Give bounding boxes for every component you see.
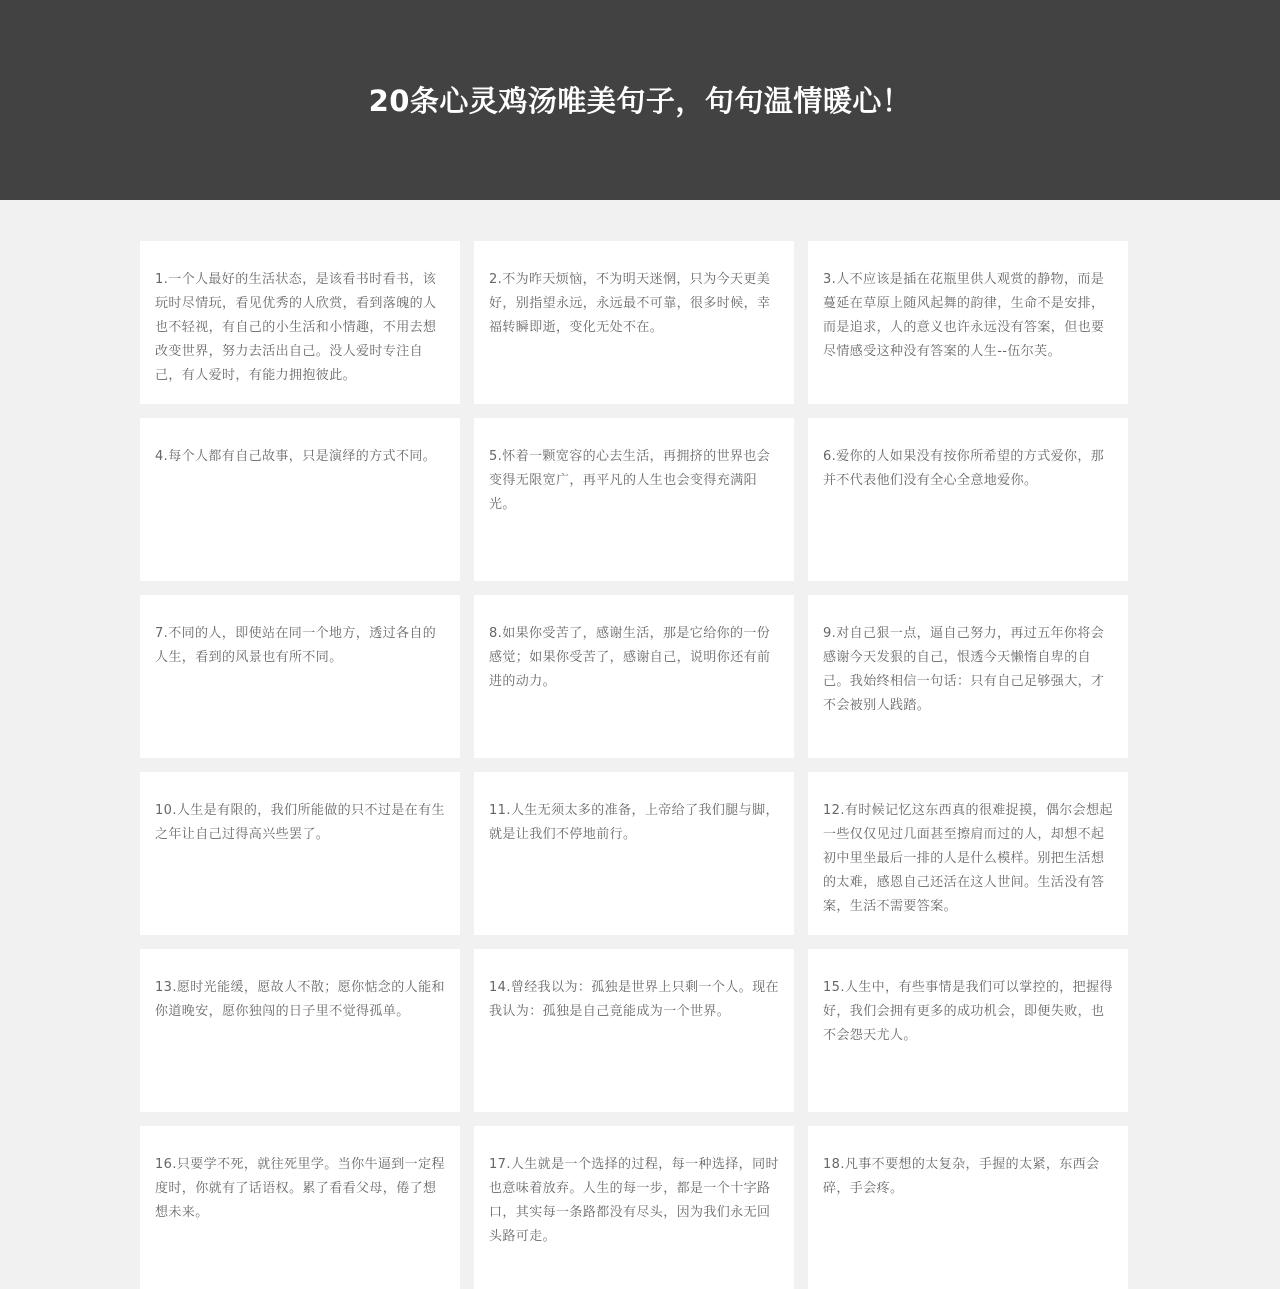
quote-card [474, 595, 794, 758]
quote-text: 11.人生无须太多的准备，上帝给了我们腿与脚，就是让我们不停地前行。 [489, 803, 779, 842]
quote-card [140, 418, 460, 581]
quote-text: 17.人生就是一个选择的过程，每一种选择，同时也意味着放弃。人生的每一步，都是一个十字路口，其实每一条路都没有尽头，因为我们永无回头路可走。 [489, 1157, 779, 1244]
quote-text: 13.愿时光能缓，愿故人不散；愿你惦念的人能和你道晚安，愿你独闯的日子里不觉得孤单。 [155, 980, 445, 1019]
quote-card [474, 418, 794, 581]
quote-card [808, 595, 1128, 758]
quote-grid [140, 241, 1128, 1289]
quote-text: 16.只要学不死，就往死里学。当你牛逼到一定程度时，你就有了话语权。累了看看父母，倦了想想未来。 [155, 1157, 445, 1220]
quote-text: 2.不为昨天烦恼，不为明天迷惘，只为今天更美好，别指望永远，永远最不可靠，很多时候，幸福转瞬即逝，变化无处不在。 [489, 272, 771, 335]
quote-card [140, 772, 460, 935]
quote-text: 1.一个人最好的生活状态，是该看书时看书，该玩时尽情玩，看见优秀的人欣赏，看到落魄的人也不轻视，有自己的小生活和小情趣，不用去想改变世界，努力去活出自己。没人爱时专注自己，有人爱时，有能力拥抱彼此。 [155, 272, 437, 383]
quote-text: 6.爱你的人如果没有按你所希望的方式爱你，那并不代表他们没有全心全意地爱你。 [823, 449, 1105, 488]
quote-card [808, 772, 1128, 935]
quote-text: 3.人不应该是插在花瓶里供人观赏的静物，而是蔓延在草原上随风起舞的韵律，生命不是安排，而是追求，人的意义也许永远没有答案，但也要尽情感受这种没有答案的人生--伍尔芙。 [823, 272, 1105, 359]
quote-card [474, 949, 794, 1112]
quote-text: 8.如果你受苦了，感谢生活，那是它给你的一份感觉；如果你受苦了，感谢自己，说明你还有前进的动力。 [489, 626, 771, 689]
page-header [0, 0, 1280, 200]
page-title: 20条心灵鸡汤唯美句子，句句温情暖心！ [368, 83, 912, 118]
quote-card [474, 1126, 794, 1289]
quote-card [808, 418, 1128, 581]
quote-text: 15.人生中，有些事情是我们可以掌控的，把握得好，我们会拥有更多的成功机会，即便失败，也不会怨天尤人。 [823, 980, 1113, 1043]
quote-text: 7.不同的人，即使站在同一个地方，透过各自的人生，看到的风景也有所不同。 [155, 626, 437, 665]
quote-card [140, 949, 460, 1112]
quote-card [140, 595, 460, 758]
quote-text: 12.有时候记忆这东西真的很难捉摸，偶尔会想起一些仅仅见过几面甚至擦肩而过的人，却想不起初中里坐最后一排的人是什么模样。别把生活想的太难，感恩自己还活在这人世间。生活没有答案，生活不需要答案。 [823, 803, 1113, 914]
quote-text: 4.每个人都有自己故事，只是演绎的方式不同。 [155, 449, 437, 464]
quote-card [140, 1126, 460, 1289]
quote-text: 18.凡事不要想的太复杂，手握的太紧，东西会碎，手会疼。 [823, 1157, 1100, 1196]
quote-card [140, 241, 460, 404]
quote-card [474, 241, 794, 404]
quote-card [474, 772, 794, 935]
quote-text: 5.怀着一颗宽容的心去生活，再拥挤的世界也会变得无限宽广，再平凡的人生也会变得充满阳光。 [489, 449, 771, 512]
quote-text: 9.对自己狠一点，逼自己努力，再过五年你将会感谢今天发狠的自己，恨透今天懒惰自卑的自己。我始终相信一句话：只有自己足够强大，才不会被别人践踏。 [823, 626, 1105, 713]
quote-card [808, 949, 1128, 1112]
quote-text: 14.曾经我以为：孤独是世界上只剩一个人。现在我认为：孤独是自己竟能成为一个世界。 [489, 980, 779, 1019]
quote-text: 10.人生是有限的，我们所能做的只不过是在有生之年让自己过得高兴些罢了。 [155, 803, 445, 842]
quote-card [808, 241, 1128, 404]
quote-card [808, 1126, 1128, 1289]
